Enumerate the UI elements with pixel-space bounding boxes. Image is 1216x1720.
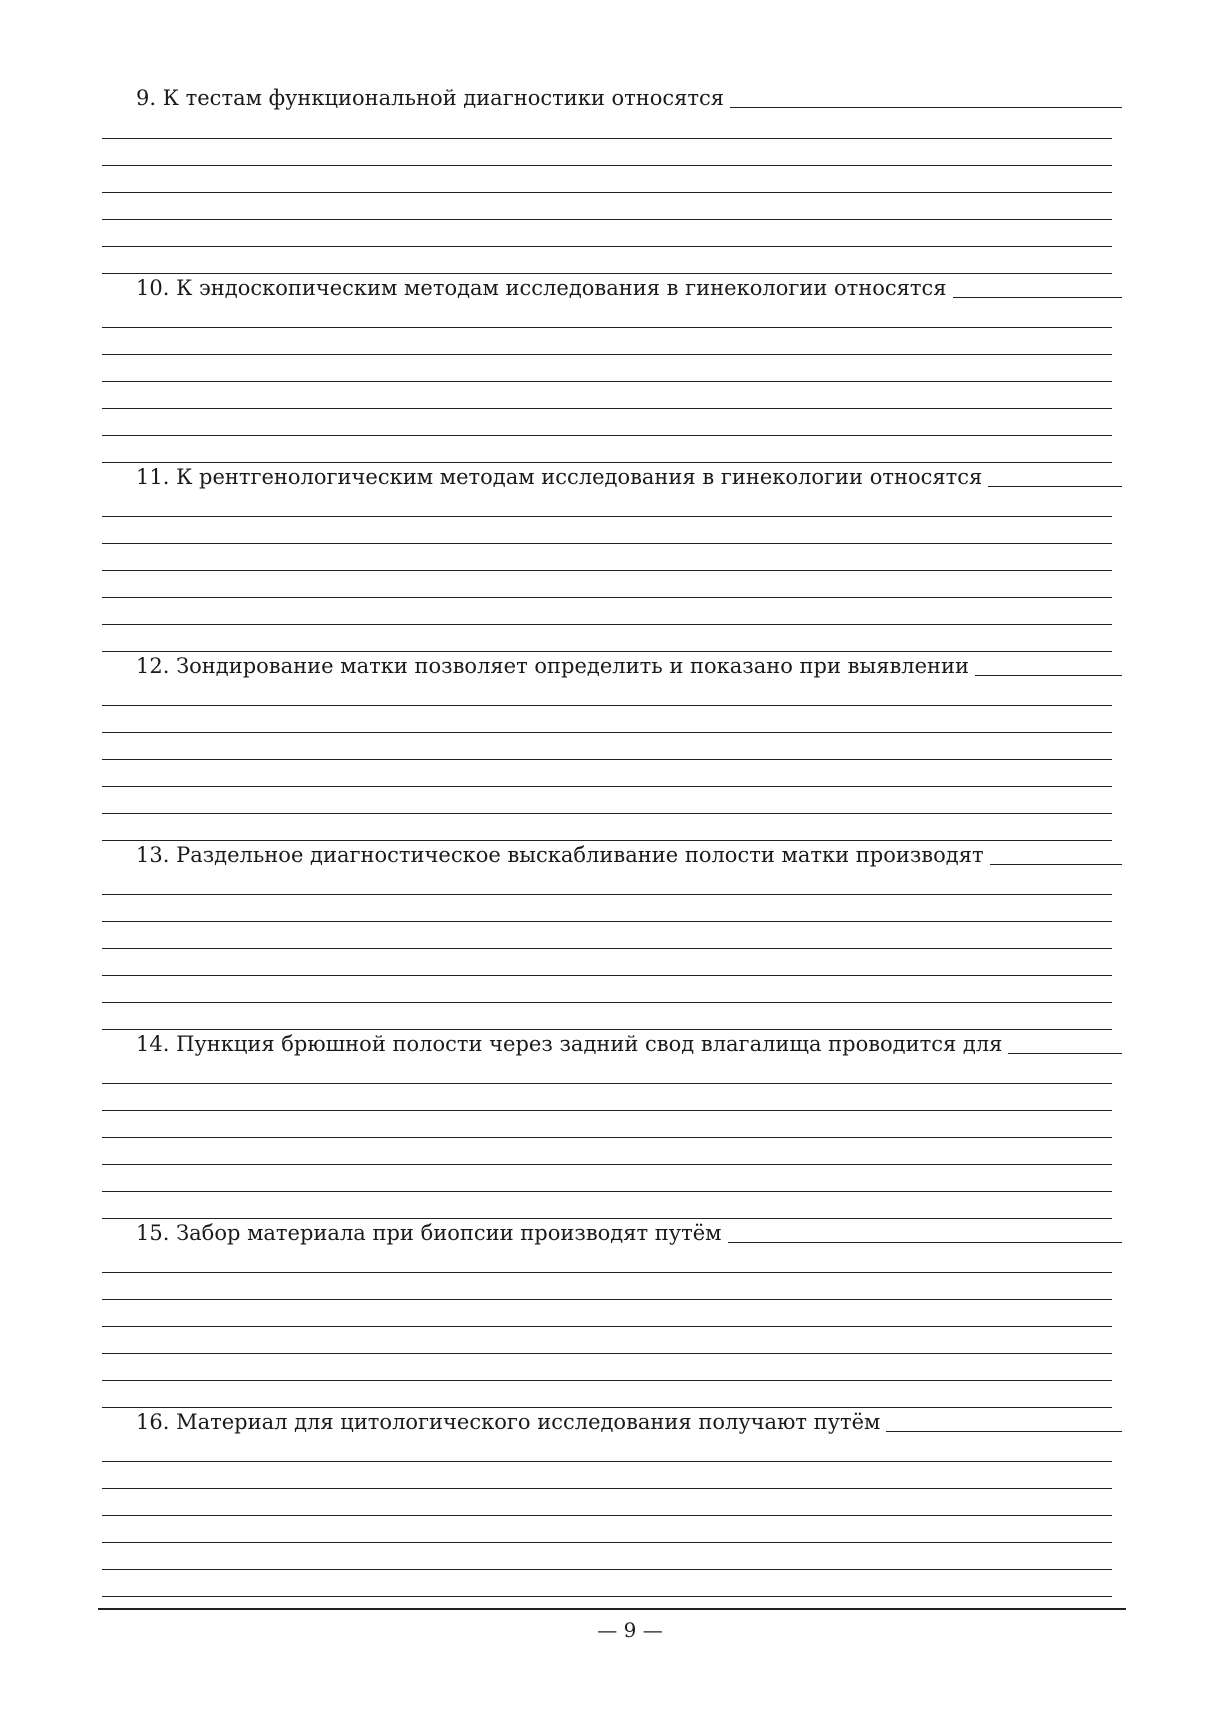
answer-line[interactable]: [102, 1110, 1112, 1111]
answer-line[interactable]: [102, 813, 1112, 814]
answer-line[interactable]: [102, 165, 1112, 166]
answer-line[interactable]: [102, 975, 1112, 976]
answer-line[interactable]: [102, 1272, 1112, 1273]
answer-line[interactable]: [102, 1461, 1112, 1462]
question-14-text: 14. Пункция брюшной полости через задний свод влагалища проводится для: [136, 1032, 1003, 1056]
answer-line[interactable]: [102, 948, 1112, 949]
question-12-answer-blank[interactable]: [975, 675, 1122, 676]
answer-line[interactable]: [102, 1326, 1112, 1327]
question-9-answer-blank[interactable]: [730, 107, 1122, 108]
question-16: [136, 1396, 1122, 1436]
answer-line[interactable]: [102, 894, 1112, 895]
answer-line[interactable]: [102, 246, 1112, 247]
answer-line[interactable]: [102, 1380, 1112, 1381]
answer-line[interactable]: [102, 1515, 1112, 1516]
question-14: [136, 1018, 1122, 1058]
answer-line[interactable]: [102, 408, 1112, 409]
answer-line[interactable]: [102, 1596, 1112, 1597]
question-14-answer-blank[interactable]: [1008, 1053, 1122, 1054]
answer-line[interactable]: [102, 219, 1112, 220]
question-9-text: 9. К тестам функциональной диагностики относятся: [136, 86, 725, 110]
answer-line[interactable]: [102, 192, 1112, 193]
question-15-answer-blank[interactable]: [728, 1242, 1123, 1243]
answer-line[interactable]: [102, 1002, 1112, 1003]
answer-line[interactable]: [102, 1488, 1112, 1489]
answer-line[interactable]: [102, 624, 1112, 625]
question-16-answer-blank[interactable]: [886, 1431, 1122, 1432]
answer-line[interactable]: [102, 732, 1112, 733]
question-12-text: 12. Зондирование матки позволяет определить и показано при выявлении: [136, 654, 970, 678]
question-16-text: 16. Материал для цитологического исследования получают путём: [136, 1410, 881, 1434]
answer-line[interactable]: [102, 570, 1112, 571]
answer-line[interactable]: [102, 1569, 1112, 1570]
question-9: [136, 72, 1122, 112]
question-13: [136, 829, 1122, 869]
answer-line[interactable]: [102, 1083, 1112, 1084]
question-12: [136, 640, 1122, 680]
answer-line[interactable]: [102, 435, 1112, 436]
question-10: [136, 262, 1122, 302]
answer-line[interactable]: [102, 381, 1112, 382]
question-11-answer-blank[interactable]: [988, 486, 1122, 487]
answer-line[interactable]: [102, 354, 1112, 355]
question-15: [136, 1207, 1122, 1247]
question-11-text: 11. К рентгенологическим методам исследования в гинекологии относятся: [136, 465, 983, 489]
question-10-answer-blank[interactable]: [953, 297, 1122, 298]
question-13-text: 13. Раздельное диагностическое выскабливание полости матки производят: [136, 843, 984, 867]
answer-line[interactable]: [102, 759, 1112, 760]
answer-line[interactable]: [102, 1353, 1112, 1354]
question-13-answer-blank[interactable]: [990, 864, 1122, 865]
answer-line[interactable]: [102, 786, 1112, 787]
footer-divider: [98, 1608, 1126, 1610]
question-10-text: 10. К эндоскопическим методам исследования в гинекологии относятся: [136, 276, 947, 300]
answer-line[interactable]: [102, 327, 1112, 328]
question-15-text: 15. Забор материала при биопсии производят путём: [136, 1221, 722, 1245]
answer-line[interactable]: [102, 1542, 1112, 1543]
answer-line[interactable]: [102, 543, 1112, 544]
answer-line[interactable]: [102, 921, 1112, 922]
answer-line[interactable]: [102, 516, 1112, 517]
answer-line[interactable]: [102, 705, 1112, 706]
answer-line[interactable]: [102, 1137, 1112, 1138]
answer-line[interactable]: [102, 1299, 1112, 1300]
answer-line[interactable]: [102, 138, 1112, 139]
answer-line[interactable]: [102, 1191, 1112, 1192]
answer-line[interactable]: [102, 597, 1112, 598]
question-11: [136, 451, 1122, 491]
answer-line[interactable]: [102, 1164, 1112, 1165]
page-number: — 9 —: [597, 1618, 663, 1642]
